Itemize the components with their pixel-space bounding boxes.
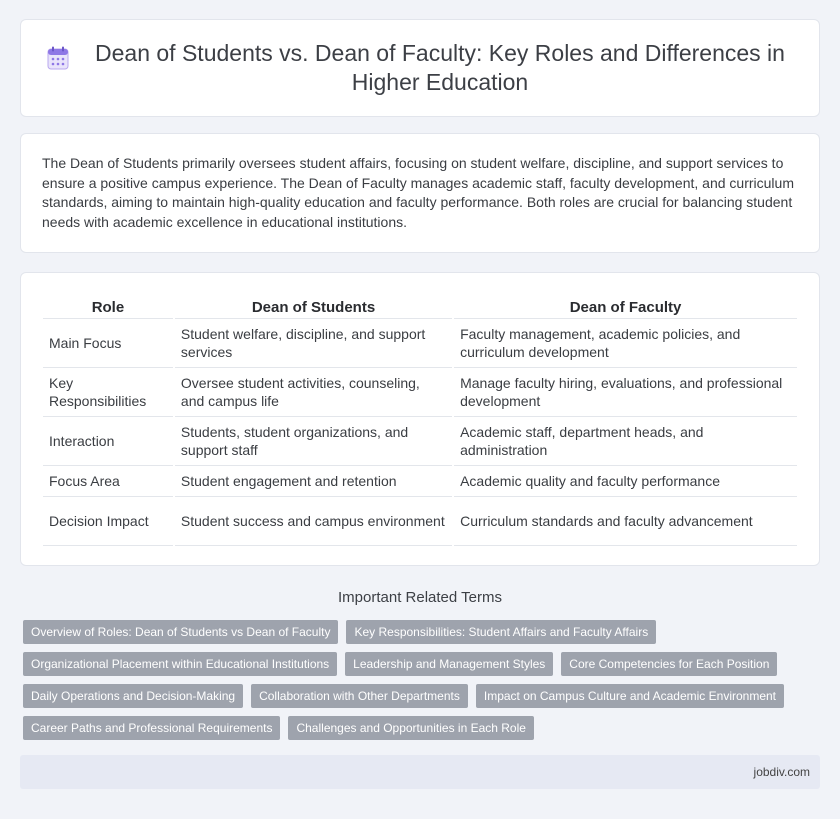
related-term-tag[interactable]: Key Responsibilities: Student Affairs and Faculty Affairs (346, 620, 656, 644)
table-cell-students: Student engagement and retention (175, 466, 452, 497)
header-card (20, 19, 820, 117)
related-term-tag[interactable]: Organizational Placement within Educational Institutions (23, 652, 337, 676)
related-term-tag[interactable]: Overview of Roles: Dean of Students vs Dean of Faculty (23, 620, 338, 644)
table-cell-role: Main Focus (43, 319, 173, 368)
table-cell-faculty: Academic staff, department heads, and administration (454, 417, 797, 466)
table-cell-students: Oversee student activities, counseling, and campus life (175, 368, 452, 417)
related-term-tag[interactable]: Core Competencies for Each Position (561, 652, 777, 676)
table-row (43, 417, 797, 466)
table-cell-students: Student success and campus environment (175, 497, 452, 546)
comparison-table-card (20, 272, 820, 566)
table-cell-role: Key Responsibilities (43, 368, 173, 417)
page-title: Dean of Students vs. Dean of Faculty: Key Roles and Differences in Higher Education (95, 40, 785, 95)
related-terms-heading: Important Related Terms (338, 589, 502, 606)
footer (20, 755, 820, 789)
table-cell-role: Interaction (43, 417, 173, 466)
table-row (43, 368, 797, 417)
column-header-dean-of-students: Dean of Students (175, 292, 452, 319)
column-header-dean-of-faculty: Dean of Faculty (454, 292, 797, 319)
related-terms-tags (23, 620, 823, 748)
table-row (43, 466, 797, 497)
table-cell-students: Students, student organizations, and support staff (175, 417, 452, 466)
table-cell-role: Focus Area (43, 466, 173, 497)
table-cell-faculty: Academic quality and faculty performance (454, 466, 797, 497)
related-term-tag[interactable]: Career Paths and Professional Requirements (23, 716, 280, 740)
related-term-tag[interactable]: Challenges and Opportunities in Each Role (288, 716, 533, 740)
comparison-table (41, 292, 799, 546)
table-row (43, 319, 797, 368)
related-term-tag[interactable]: Daily Operations and Decision-Making (23, 684, 243, 708)
table-row (43, 497, 797, 546)
column-header-role: Role (43, 292, 173, 319)
related-term-tag[interactable]: Collaboration with Other Departments (251, 684, 468, 708)
table-cell-students: Student welfare, discipline, and support services (175, 319, 452, 368)
table-cell-role: Decision Impact (43, 497, 173, 546)
table-cell-faculty: Manage faculty hiring, evaluations, and professional development (454, 368, 797, 417)
related-term-tag[interactable]: Impact on Campus Culture and Academic Environment (476, 684, 784, 708)
intro-card (20, 133, 820, 253)
intro-paragraph: The Dean of Students primarily oversees student affairs, focusing on student welfare, discipline, and support services to ensure a positive campus experience. The Dean of Faculty manages academic staff, faculty development, and curriculum standards, aiming to maintain high-quality education and faculty performance. Both roles are crucial for balancing student needs with academic excellence in educational institutions. (42, 155, 794, 230)
related-term-tag[interactable]: Leadership and Management Styles (345, 652, 553, 676)
table-cell-faculty: Faculty management, academic policies, and curriculum development (454, 319, 797, 368)
table-cell-faculty: Curriculum standards and faculty advancement (454, 497, 797, 546)
footer-brand-link[interactable]: jobdiv.com (753, 765, 810, 779)
table-header-row (43, 292, 797, 319)
